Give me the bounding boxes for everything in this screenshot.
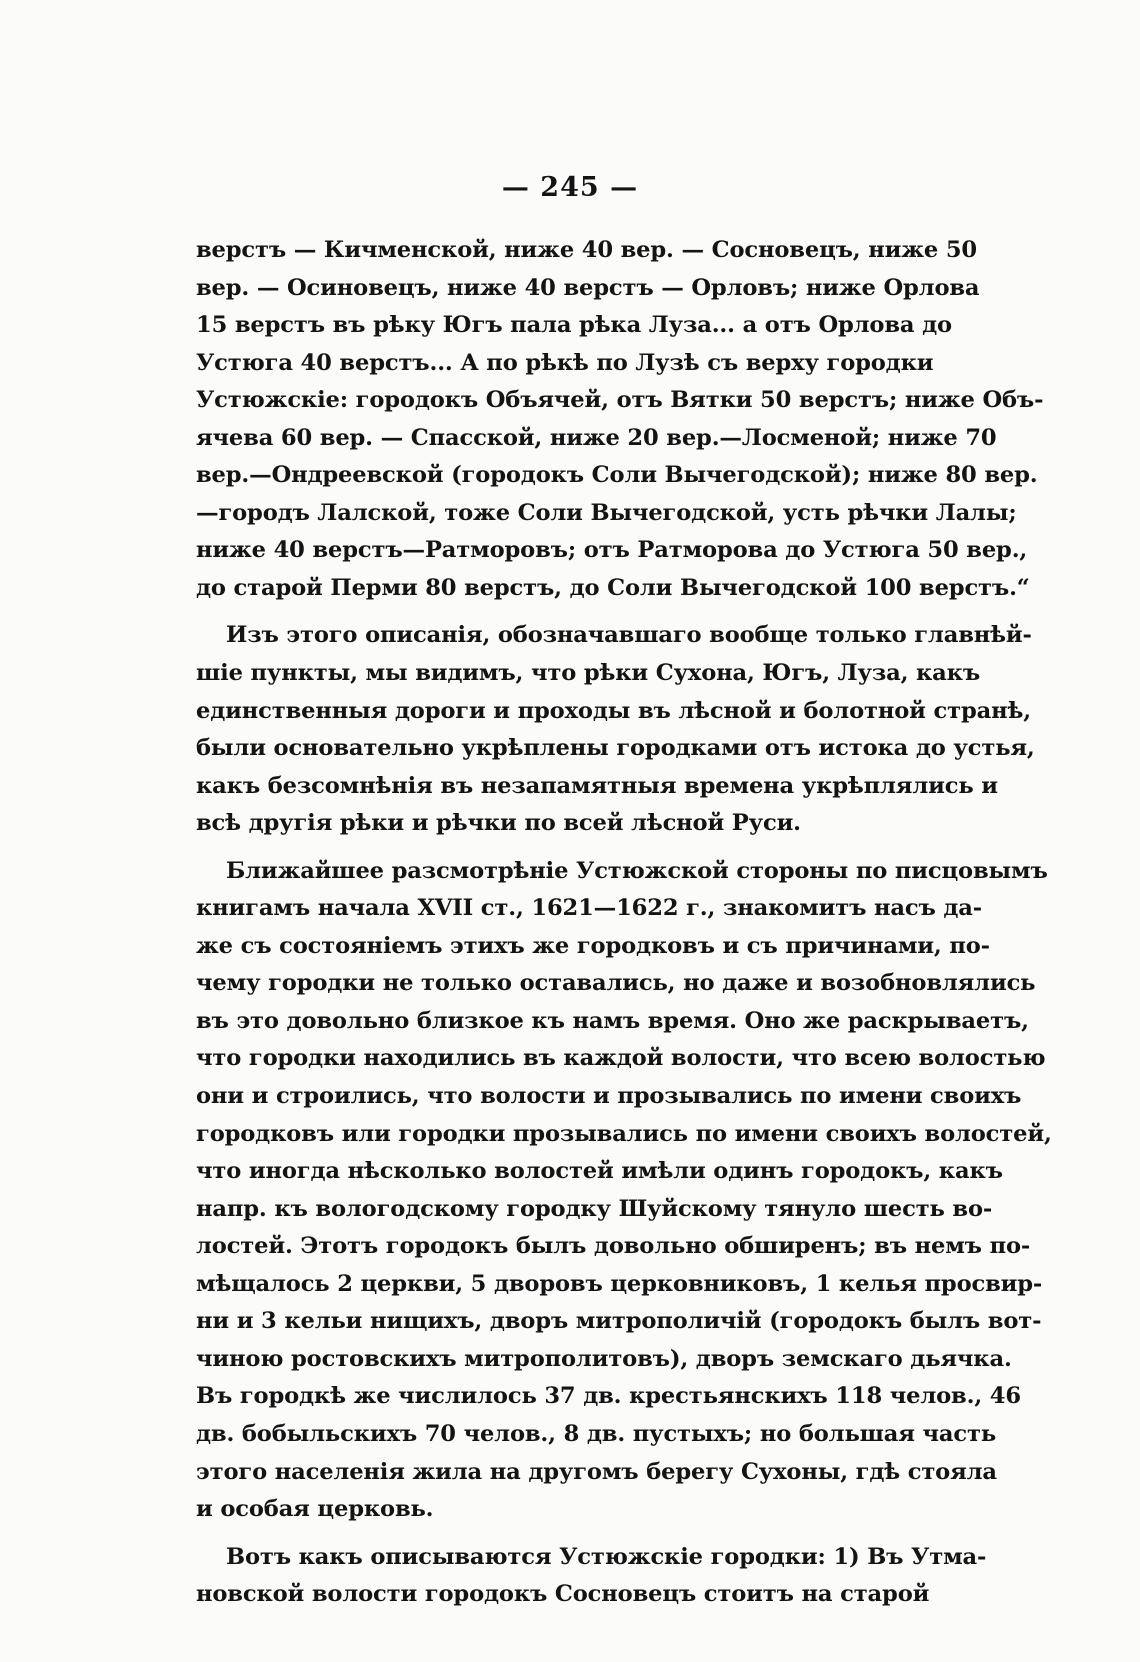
text-line: Вотъ какъ описываются Устюжскіе городки: 1) Въ Утма- — [226, 1543, 987, 1570]
text-line: Изъ этого описанія, обозначавшаго вообще только главнѣй- — [226, 622, 1032, 649]
text-line: что городки находились въ каждой волости, что всею волостью — [196, 1045, 1046, 1072]
text-line: ниже 40 верстъ—Ратморовъ; отъ Ратморова до Устюга 50 вер., — [196, 537, 1028, 564]
text-line: всѣ другія рѣки и рѣчки по всей лѣсной Руси. — [196, 810, 801, 837]
paragraph-gap — [196, 1529, 924, 1539]
text-line: Устюга 40 верстъ... А по рѣкѣ по Лузѣ съ верху городки — [196, 349, 934, 376]
text-line: и особая церковь. — [196, 1496, 434, 1523]
text-line: лостей. Этотъ городокъ былъ довольно обширенъ; въ немъ по- — [196, 1233, 1031, 1260]
text-line: Въ городкѣ же числилось 37 дв. крестьянскихъ 118 челов., 46 — [196, 1383, 1021, 1410]
text-line: мѣщалось 2 церкви, 5 дворовъ церковниковъ, 1 келья просвир- — [196, 1270, 1043, 1297]
text-line: Устюжскіе: городокъ Объячей, отъ Вятки 50 верстъ; ниже Объ- — [196, 387, 1044, 414]
paragraph-gap — [196, 843, 924, 853]
text-line: ни и 3 кельи нищихъ, дворъ митрополичій (городокъ былъ вот- — [196, 1308, 1042, 1335]
text-line: этого населенія жила на другомъ берегу Сухоны, гдѣ стояла — [196, 1458, 997, 1485]
text-block — [196, 232, 1052, 1614]
paragraph — [196, 853, 1052, 1529]
text-line: —городъ Лалской, тоже Соли Вычегодской, усть рѣчки Лалы; — [196, 499, 1017, 526]
text-line: книгамъ начала XVII ст., 1621—1622 г., знакомитъ насъ да- — [196, 895, 983, 922]
text-line: же съ состояніемъ этихъ же городковъ и съ причинами, по- — [196, 932, 990, 959]
text-line: въ это довольно близкое къ намъ время. Оно же раскрываетъ, — [196, 1007, 1029, 1034]
text-line: 15 верстъ въ рѣку Югъ пала рѣка Луза... а отъ Орлова до — [196, 312, 952, 339]
paragraph-gap — [196, 607, 924, 617]
text-line: до старой Перми 80 верстъ, до Соли Вычегодской 100 верстъ.“ — [196, 574, 1030, 601]
text-line: Ближайшее разсмотрѣніе Устюжской стороны по писцовымъ — [226, 857, 1048, 884]
text-line: единственныя дороги и проходы въ лѣсной и болотной странѣ, — [196, 697, 1031, 724]
text-line: шіе пункты, мы видимъ, что рѣки Сухона, Югъ, Луза, какъ — [196, 660, 981, 687]
text-line: что иногда нѣсколько волостей имѣли одинъ городокъ, какъ — [196, 1158, 1003, 1185]
text-line: они и строились, что волости и прозывались по имени своихъ — [196, 1083, 1022, 1110]
text-line: какъ безсомнѣнія въ незапамятныя времена укрѣплялись и — [196, 772, 998, 799]
text-line: были основательно укрѣплены городками отъ истока до устья, — [196, 735, 1035, 762]
paragraph — [196, 617, 1035, 842]
text-line: вер.—Ондреевской (городокъ Соли Вычегодской); ниже 80 вер. — [196, 462, 1038, 489]
text-line: верстъ — Кичменской, ниже 40 вер. — Сосновецъ, ниже 50 — [196, 237, 977, 263]
text-line: напр. къ вологодскому городку Шуйскому тянуло шесть во- — [196, 1195, 993, 1222]
text-line: вер. — Осиновецъ, ниже 40 верстъ — Орловъ; ниже Орлова — [196, 274, 980, 301]
paragraph — [196, 232, 1044, 607]
text-line: городковъ или городки прозывались по имени своихъ волостей, — [196, 1120, 1052, 1147]
paragraph — [196, 1539, 987, 1614]
text-line: дв. бобыльскихъ 70 челов., 8 дв. пустыхъ; но большая часть — [196, 1420, 997, 1447]
text-line: ячева 60 вер. — Спасской, ниже 20 вер.—Лосменой; ниже 70 — [196, 424, 997, 451]
page-number: — 245 — — [501, 172, 639, 203]
text-line: новской волости городокъ Сосновецъ стоитъ на старой — [196, 1581, 930, 1608]
text-line: чиною ростовскихъ митрополитовъ), дворъ земскаго дьячка. — [196, 1345, 1012, 1372]
text-line: чему городки не только оставались, но даже и возобновлялись — [196, 970, 1036, 997]
